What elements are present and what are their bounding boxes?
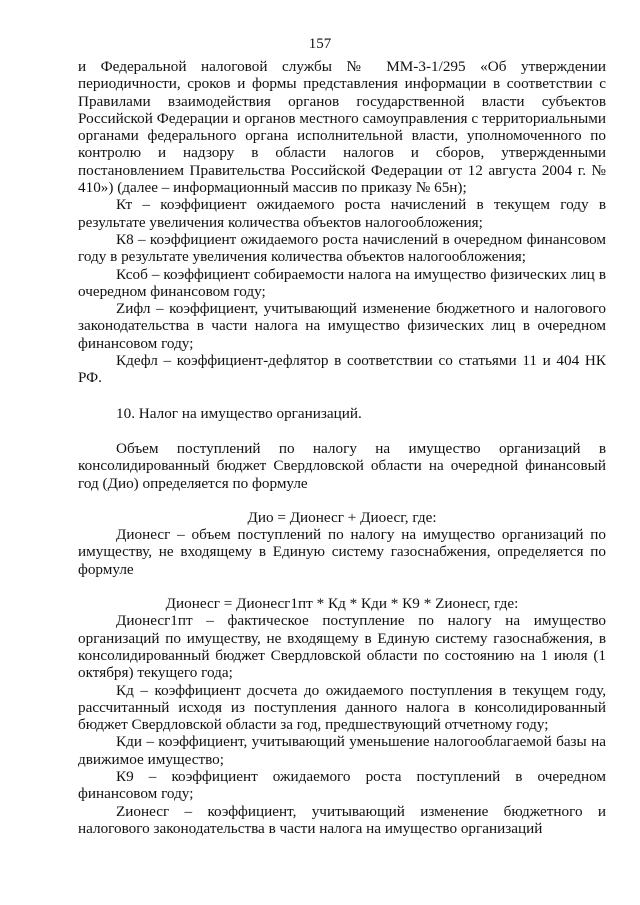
spacer bbox=[78, 387, 606, 405]
paragraph-k9: К9 – коэффициент ожидаемого роста поступлений в очередном финансовом году; bbox=[78, 767, 606, 803]
section-heading: 10. Налог на имущество организаций. bbox=[116, 404, 362, 422]
paragraph-kt: Кт – коэффициент ожидаемого роста начислений в текущем году в результате увеличения количества объектов налогообложения; bbox=[78, 196, 606, 231]
paragraph-dionesg1pt: Дионесг1пт – фактическое поступление по налогу на имущество организаций по имуществу, не входящему в Единую систему газоснабжения, в консолидированный бюджет Свердловской области по состоянию на 1 июля (1 октября) текущего года; bbox=[78, 612, 606, 682]
paragraph-kdefl: Кдефл – коэффициент-дефлятор в соответствии со статьями 11 и 404 НК РФ. bbox=[78, 352, 606, 387]
spacer bbox=[78, 492, 606, 509]
paragraph-dio-definition: Объем поступлений по налогу на имущество организаций в консолидированный бюджет Свердловской области на очередной финансовый год (Дио) определяется по формуле bbox=[78, 439, 606, 492]
paragraph-kd: Кд – коэффициент досчета до ожидаемого поступления в текущем году, рассчитанный исходя из поступления данного налога в консолидированный бюджет Свердловской области за год, предшествующий отчетному году; bbox=[78, 681, 606, 734]
paragraph-ksob: Ксоб – коэффициент собираемости налога на имущество физических лиц в очередном финансовом году; bbox=[78, 265, 606, 300]
document-body bbox=[78, 58, 606, 837]
paragraph-zionesg: Zионесг – коэффициент, учитывающий изменение бюджетного и налогового законодательства в части налога на имущество организаций bbox=[78, 802, 606, 837]
page-number: 157 bbox=[308, 36, 332, 52]
paragraph-k8: К8 – коэффициент ожидаемого роста начислений в очередном финансовом году в результате увеличения количества объектов налогообложения; bbox=[78, 230, 606, 266]
paragraph-zifl: Zифл – коэффициент, учитывающий изменение бюджетного и налогового законодательства в части налога на имущество физических лиц в очередном финансовом году; bbox=[78, 300, 606, 352]
paragraph-order-reference: и Федеральной налоговой службы № ММ-3-1/295 «Об утверждении периодичности, сроков и формы представления информации в соответствии с Правилами взаимодействия органов государственной власти субъектов Российской Федерации и органов местного самоуправления с территориальными органами федерального органа исполнительной власти, уполномоченного по контролю и надзору в области налогов и сборов, утвержденными постановлением Правительства Российской Федерации от 12 августа 2004 г. № 410») (далее – информационный массив по приказу № 65н); bbox=[78, 58, 606, 197]
formula-dio: Дио = Дионесг + Диоесг, где: bbox=[247, 508, 437, 526]
paragraph-kdi: Кди – коэффициент, учитывающий уменьшение налогооблагаемой базы на движимое имущество; bbox=[78, 733, 606, 768]
spacer bbox=[78, 422, 606, 440]
formula-dionesg: Дионесг = Дионесг1пт * Кд * Кди * К9 * Zионесг, где: bbox=[165, 595, 519, 613]
spacer bbox=[78, 578, 606, 595]
paragraph-dionesg-definition: Дионесг – объем поступлений по налогу на имущество организаций по имуществу, не входящему в Единую систему газоснабжения, определяется по формуле bbox=[78, 526, 606, 578]
